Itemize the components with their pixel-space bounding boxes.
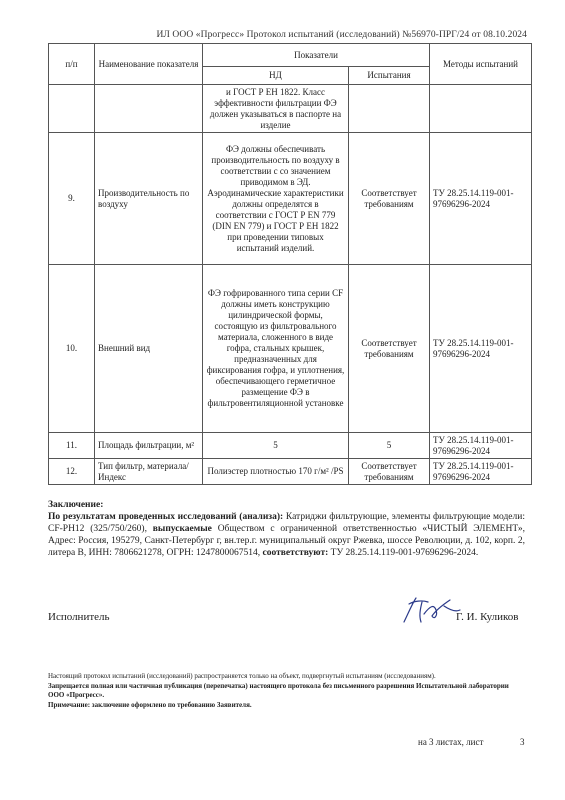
test-cell: 5 — [349, 433, 430, 459]
conclusion-text — [48, 511, 525, 559]
table-header-row — [49, 44, 532, 67]
method-cell: ТУ 28.25.14.119-001-97696296-2024 — [430, 433, 532, 459]
table-row — [49, 433, 532, 459]
row-name: Внешний вид — [95, 265, 203, 433]
test-cell: Соответствует требованиям — [349, 459, 430, 485]
results-table — [48, 43, 532, 485]
col-header-methods: Методы испытаний — [430, 44, 532, 85]
row-name: Производительность по воздуху — [95, 133, 203, 265]
note-publication: Запрещается полная или частичная публикация (перепечатка) настоящего протокола без письменного разрешения Испытательной лаборатории ООО «Прогресс». — [48, 682, 509, 699]
nd-cell: ФЭ гофрированного типа серии CF должны иметь конструкцию цилиндрической формы, состоящую из фильтровального материала, сложенного в виде гофра, стальных крышек, предназначенных для фиксирования гофра, и уплотнения, обеспечивающего герметичное размещение ФЭ в фильтровентиляционной установке — [203, 265, 349, 433]
nd-cell: ФЭ должны обеспечивать производительность по воздуху в соответствии с со значением приводимом в ЭД. Аэродинамические характеристики должны определятся в соответствии с ГОСТ Р EN 779 (DIN EN 779) и ГОСТ Р ЕН 1822 при проведении типовых испытаний изделий. — [203, 133, 349, 265]
test-cell: Соответствует требованиям — [349, 265, 430, 433]
conclusion-part2: Обществом с ограниченной ответственностью «ЧИСТЫЙ ЭЛЕМЕНТ», Адрес: Россия, 195279, Санкт-Петербург г, вн.тер.г. муниципальный округ Ржевка, шоссе Революции, д. 102, корп. 2, литера В, ИНН: 7806621278, ОГРН: 1247800067514, — [48, 524, 525, 558]
row-name: Площадь фильтрации, м² — [95, 433, 203, 459]
method-cell: ТУ 28.25.14.119-001-97696296-2024 — [430, 459, 532, 485]
conclusion-title: Заключение: — [48, 500, 104, 510]
document-header: ИЛ ООО «Прогресс» Протокол испытаний (исследований) №56970-ПРГ/24 от 08.10.2024 — [156, 30, 527, 40]
col-header-nd: НД — [203, 67, 349, 85]
note-scope: Настоящий протокол испытаний (исследований) распространяется только на объект, подвергнутый испытаниям (исследованиям). — [48, 672, 436, 680]
table-row — [49, 133, 532, 265]
page-footer: на 3 листах, лист — [418, 737, 484, 747]
page-number: 3 — [520, 737, 525, 747]
col-header-name: Наименование показателя — [95, 44, 203, 85]
conclusion-block — [48, 499, 525, 559]
conclusion-part3: ТУ 28.25.14.119-001-97696296-2024. — [328, 548, 479, 558]
row-name: Тип фильтр, материала/ Индекс — [95, 459, 203, 485]
method-cell: ТУ 28.25.14.119-001-97696296-2024 — [430, 265, 532, 433]
nd-cell: 5 — [203, 433, 349, 459]
row-num: 10. — [49, 265, 95, 433]
table-row — [49, 265, 532, 433]
conclusion-made-label: выпускаемые — [152, 524, 212, 534]
method-cell: ТУ 28.25.14.119-001-97696296-2024 — [430, 133, 532, 265]
row-num: 12. — [49, 459, 95, 485]
table-row — [49, 85, 532, 133]
row-num: 9. — [49, 133, 95, 265]
conclusion-part1: Катриджи фильтрующие, элементы фильтрующие модели: CF-PH12 (325/750/260), — [48, 512, 525, 534]
row-num: 11. — [49, 433, 95, 459]
notes-block — [48, 672, 523, 711]
nd-cell: Полиэстер плотностью 170 г/м² /PS — [203, 459, 349, 485]
col-header-indicators: Показатели — [203, 44, 430, 67]
conclusion-conform-label: соответствуют: — [262, 548, 329, 558]
handwritten-signature — [400, 592, 462, 628]
nd-cell: и ГОСТ Р ЕН 1822. Класс эффективности фильтрации ФЭ должен указываться в паспорте на изделие — [203, 85, 349, 133]
col-header-num: п/п — [49, 44, 95, 85]
test-cell: Соответствует требованиям — [349, 133, 430, 265]
signer-name: Г. И. Куликов — [456, 611, 519, 623]
conclusion-lead: По результатам проведенных исследований (анализа): — [48, 512, 284, 522]
col-header-test: Испытания — [349, 67, 430, 85]
table-row — [49, 459, 532, 485]
note-remark: Примечание: заключение оформлено по требованию Заявителя. — [48, 701, 252, 709]
executor-label: Исполнитель — [48, 611, 110, 623]
